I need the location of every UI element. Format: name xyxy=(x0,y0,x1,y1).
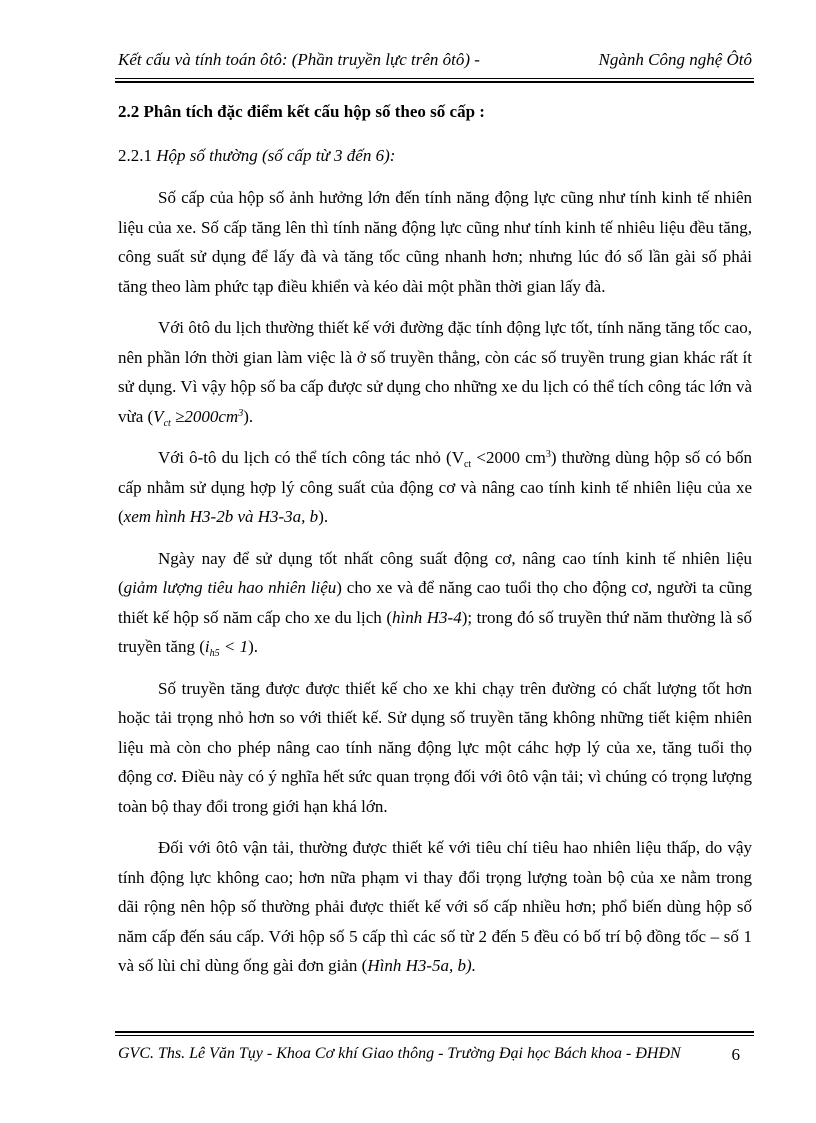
footer-rule-thin xyxy=(115,1035,754,1036)
footer-rule-thick xyxy=(115,1031,754,1033)
figure-reference: hình H3-4 xyxy=(391,607,462,627)
section-heading: 2.2 Phân tích đặc điểm kết cấu hộp số theo số cấp : xyxy=(118,102,485,121)
paragraph-4-cont: ) cho xe và để năng cao tuổi thọ cho động cơ, người ta cũng thiết kế hộp số năm cấp cho xe du lịch ( xyxy=(118,578,752,627)
figure-reference: xem hình H3-2b và H3-3a, b xyxy=(123,507,319,526)
formula-v-subscript: ct xyxy=(163,417,171,429)
formula-inequality: < 1 xyxy=(219,637,249,656)
formula-inequality: ≥2000cm xyxy=(170,406,239,426)
paragraph-4-end: ). xyxy=(248,637,258,656)
paragraph-2 xyxy=(118,313,752,431)
paragraph-3-end: ). xyxy=(318,507,329,526)
formula-i: i xyxy=(204,637,210,656)
paragraph-2-end: ). xyxy=(243,406,254,426)
paragraph-5: Số truyền tăng được được thiết kế cho xe khi chạy trên đường có chất lượng tốt hơn hoặc tải trọng nhỏ hơn so với thiết kế. Sử dụng số truyền tăng không những tiết kiệm nhiên liệu mà còn cho phép nâng cao tính năng động lực một cáhc hợp lý của xe, tăng tuổi thọ động cơ. Điều này có ý nghĩa hết sức quan trọng đối với ôtô vận tải; vì chúng có trọng lượng toàn bộ thay đổi trong giới hạn khá lớn. xyxy=(118,678,752,816)
paragraph-4-cont-2: ); trong đó số truyền thứ năm thường là số truyền tăng ( xyxy=(118,607,752,656)
header-rule-thin xyxy=(115,78,754,79)
paragraph-4 xyxy=(118,544,752,662)
subsection-title: Hộp số thường (số cấp từ 3 đến 6): xyxy=(156,146,396,165)
paragraph-2-text: Với ôtô du lịch thường thiết kế với đường đặc tính động lực tốt, tính năng tăng tốc cao, nên phần lớn thời gian làm việc là ở số truyền thẳng, còn các số truyền trung gian khác rất ít sử dụng. Vì vậy hộp số ba cấp được sử dụng cho những xe du lịch có thể tích công tác lớn và vừa ( xyxy=(118,318,752,426)
subsection-number: 2.2.1 xyxy=(118,146,157,165)
header-right-title: Ngành Công nghệ Ôtô xyxy=(598,50,752,69)
paragraph-6-end: ). xyxy=(466,956,476,975)
paragraph-4-emphasis: giảm lượng tiêu hao nhiên liệu xyxy=(123,578,337,597)
subsection-heading xyxy=(118,146,395,166)
formula-superscript: 3 xyxy=(238,407,244,419)
page-number: 6 xyxy=(731,1045,740,1064)
paragraph-3-cont: ) thường dùng hộp số có bốn cấp nhằm sử dụng hợp lý công suất của động cơ và nâng cao tính kinh tế nhiên liệu của xe ( xyxy=(118,448,753,526)
paragraph-1: Số cấp của hộp số ảnh hưởng lớn đến tính năng động lực cũng như tính kinh tế nhiên liệu của xe. Số cấp tăng lên thì tính năng động lực cũng như tính kinh tế nhiêu liệu đều tăng, công suất sử dụng để lấy đà và tăng tốc cũng nhanh hơn; nhưng lúc đó số lần gài số phải tăng theo làm phức tạp điều khiển và kéo dài một phần thời gian lấy đà. xyxy=(118,188,752,296)
paragraph-6 xyxy=(118,833,752,981)
vct-subscript: ct xyxy=(463,459,472,470)
paragraph-3 xyxy=(118,443,752,532)
footer-author: GVC. Ths. Lê Văn Tụy - Khoa Cơ khí Giao thông - Trường Đại học Bách khoa - ĐHĐN xyxy=(118,1045,681,1062)
header-rule-thick xyxy=(115,81,754,83)
body-text xyxy=(118,183,752,993)
formula-vct xyxy=(153,406,244,429)
paragraph-6-text: Đối với ôtô vận tải, thường được thiết kế với tiêu chí tiêu hao nhiên liệu thấp, do vậy tính động lực không cao; hơn nữa phạm vi thay đổi trọng lượng toàn bộ của xe nằm trong dãi rộng nên hộp số thường phải được thiết kế với số cấp nhiều hơn; phổ biến dùng hộp số năm cấp đến sáu cấp. Với hộp số 5 cấp thì các số từ 2 đến 5 đều có bố trí bộ đồng tốc – số 1 và số lùi chỉ dùng ống gài đơn giản ( xyxy=(118,838,752,975)
cm3-superscript: 3 xyxy=(545,449,551,460)
page-header xyxy=(118,50,752,78)
paragraph-3-text: Với ô-tô du lịch có thể tích công tác nhỏ (V xyxy=(158,448,464,467)
formula-v: V xyxy=(153,406,164,426)
figure-reference: Hình H3-5a, b xyxy=(367,956,467,975)
formula-i-subscript: h5 xyxy=(209,648,220,659)
formula-ih5 xyxy=(204,637,249,659)
paragraph-3-volume: <2000 cm xyxy=(471,448,546,467)
paragraph-4-text: Ngày nay để sử dụng tốt nhất công suất động cơ, nâng cao tính kinh tế nhiên liệu ( xyxy=(118,548,752,597)
header-left-title: Kết cấu và tính toán ôtô: (Phần truyền lực trên ôtô) - xyxy=(118,50,480,69)
